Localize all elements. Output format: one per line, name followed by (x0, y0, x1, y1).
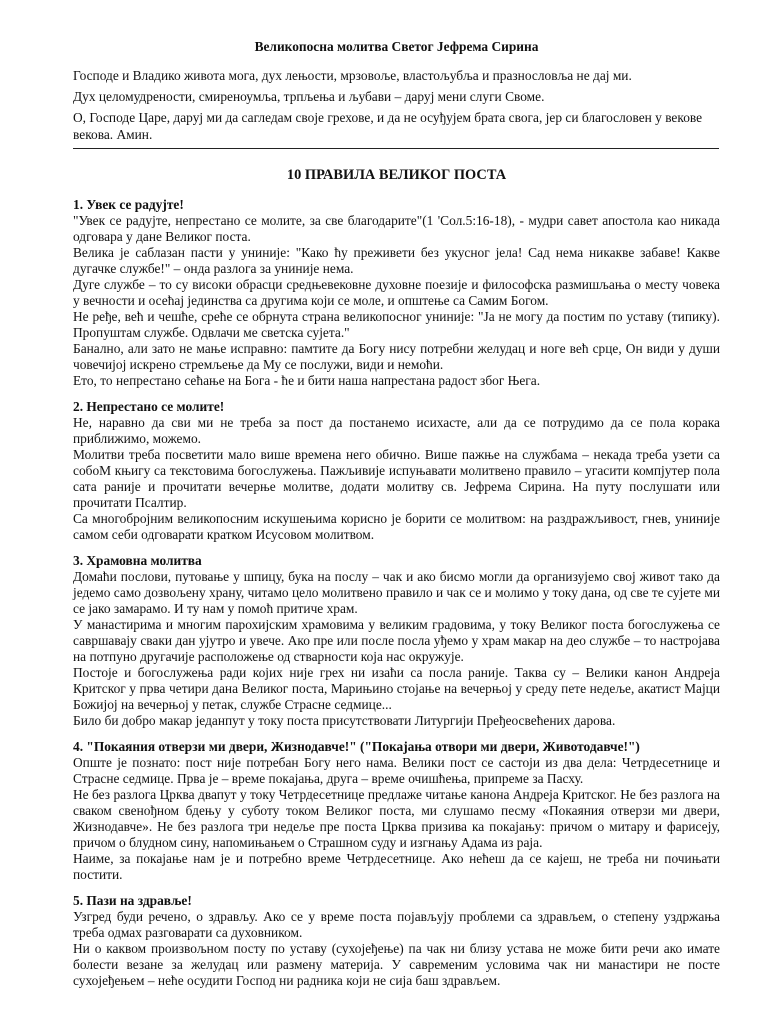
paragraph: Ето, то непрестано сећање на Бога - ће и бити наша напрестана радост због Њега. (73, 373, 541, 388)
section-5 (73, 893, 720, 989)
section-heading: 1. Увек се радујте! (73, 197, 184, 212)
section-2 (73, 399, 720, 543)
section-heading: 5. Пази на здравље! (73, 893, 192, 908)
paragraph: Не, наравно да сви ми не треба за пост да постанемо исихасте, али да се потрудимо да се пола корака приближимо, можемо. (73, 415, 720, 446)
prayer-line-1: Господе и Владико живота мога, дух лењости, мрзовоље, властољубља и празнословља не дај ми. (73, 68, 632, 83)
section-heading: 2. Непрестано се молите! (73, 399, 225, 414)
paragraph: Банално, али зато не мање исправно: памтите да Богу нису потребни желудац и ноге већ срце, Он види у души човечијој искрено стремљење да Му се послужи, види и немоћи. (73, 341, 720, 372)
prayer-line-2: Дух целомудрености, смиреноумља, трпљења и љубави – даруј мени слуги Своме. (73, 89, 545, 104)
prayer-block (73, 38, 720, 149)
section-4 (73, 739, 720, 883)
prayer-title: Великопосна молитва Светог Јефрема Сирина (254, 39, 539, 54)
paragraph: Не без разлога Црква двапут у току Четрдесетнице предлаже читање канона Андреја Критског. Не без разлога на сваком свенођном бдењу у суботу током Великог поста, ми слушамо песму «Покаяния отверзи ми двери, Жизнодавче». Не без разлога три недеље пре поста Црква призива ка покајању: причом о митару и фарисеју, причом о блудном сину, напомињањем о Страшном суду и изгнању Адама из раја. (73, 787, 720, 850)
paragraph: У манастирима и многим парохијским храмовима у великим градовима, у току Великог поста богослужења се савршавају сваки дан ујутро и увече. Ако пре или после посла уђемо у храм макар на део службе – то настројава на потпуно другачије расположење од стварности која нас окружује. (73, 617, 720, 664)
paragraph: Дуге службе – то су високи обрасци средњевековне духовне поезије и философска размишљања о месту човека у вечности и осећај јединства са другима који се моле, и општење са Самим Богом. (73, 277, 720, 308)
paragraph: Не ређе, већ и чешће, среће се обрнута страна великопосног униније: "Ја не могу да постим по уставу (типику). Пропуштам службе. Одвлачи ме светска сујета." (73, 309, 720, 340)
main-title: 10 ПРАВИЛА ВЕЛИКОГ ПОСТА (286, 167, 507, 183)
paragraph: Велика је саблазан пасти у униније: "Како ћу преживети без укусног јела! Сад нема никакве забаве! Какве дугачке службе!" – онда разлога за униније нема. (73, 245, 720, 276)
paragraph: Узгред буди речено, о здрављу. Ако се у време поста појављују проблеми са здрављем, о степену уздржања треба одмах разговарати са духовником. (73, 909, 720, 940)
prayer-line-3: О, Господе Царе, даруј ми да сагледам своје грехове, и да не осуђујем брата свога, јер си благословен у векове векова. Амин. (73, 110, 703, 142)
paragraph: Наиме, за покајање нам је и потребно време Четрдесетнице. Ако нећеш да се кајеш, не треба ни почињати постити. (73, 851, 720, 882)
separator-line (73, 148, 719, 149)
section-1 (73, 197, 720, 389)
section-3 (73, 553, 720, 729)
paragraph: "Увек се радујте, непрестано се молите, за све благодарите"(1 'Сол.5:16-18), - мудри савет апостола као никада одговара у дане Великог поста. (73, 213, 720, 244)
section-heading: 4. "Покаяния отверзи ми двери, Жизнодавче!" ("Покајања отвори ми двери, Животодавче!") (73, 739, 640, 754)
paragraph: Опште је познато: пост није потребан Богу него нама. Велики пост се састоји из два дела: Четрдесетнице и Страсне седмице. Прва је – време покајања, друга – време очишћења, припреме за Пасху. (73, 755, 720, 786)
paragraph: Било би добро макар једанпут у току поста присутствовати Литургији Пређеосвећених дарова. (73, 713, 616, 728)
paragraph: Са многобројним великопосним искушењима корисно је борити се молитвом: на раздражљивост, гнев, униније самом себи одговарати кратком Исусовом молитвом. (73, 511, 720, 542)
paragraph: Постоје и богослужења ради којих није грех ни изаћи са посла раније. Таква су – Велики канон Андреја Критског у прва четири дана Великог поста, Марињино стојање на вечерњој у среду пете недеље, акатист Мајци Божијој на вечерњој у петак, службе Страсне седмице... (73, 665, 720, 712)
paragraph: Домаћи послови, путовање у шпицу, бука на послу – чак и ако бисмо могли да организујемо свој живот тако да једемо само дозвољену храну, читамо цело молитвено правило и чак се и молимо у току дана, од све те сујете ми се јако замарамо. И ту нам у помоћ притиче храм. (73, 569, 720, 616)
paragraph: Ни о каквом произвољном посту по уставу (сухојеђење) па чак ни близу устава не може бити речи ако имате болести везане за желудац или размену материја. У савременим условима чак ни манастири не посте сухојеђењем – неће осудити Господ ни радника који не сија баш здрављем. (73, 941, 720, 988)
section-heading: 3. Храмовна молитва (73, 553, 202, 568)
paragraph: Молитви треба посветити мало више времена него обично. Више пажње на службама – некада треба узети са собоМ књигу са текстовима богослужења. Пажљивије испуњавати молитвено правило – угасити компјутер пола сата раније и прочитати вечерње молитве, додати молитву св. Јефрема Сирина. На путу послушати или прочитати Псалтир. (73, 447, 720, 510)
